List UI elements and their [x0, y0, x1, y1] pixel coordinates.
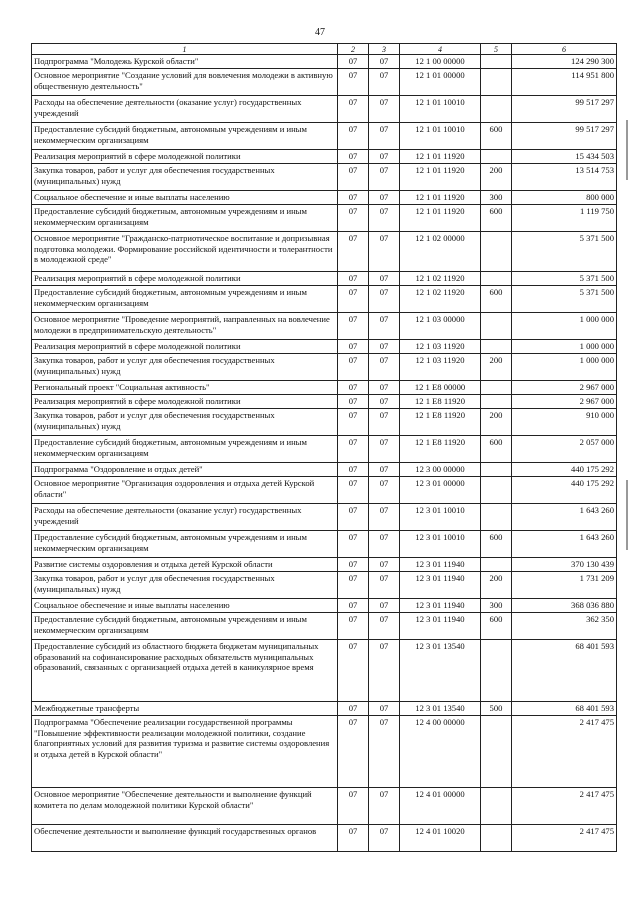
row-target-code: 12 1 01 11920 — [400, 150, 481, 164]
row-expense-type: 200 — [481, 354, 512, 381]
row-section: 07 — [338, 572, 369, 599]
row-name: Межбюджетные трансферты — [32, 702, 338, 716]
row-expense-type: 500 — [481, 702, 512, 716]
row-amount: 124 290 300 — [512, 55, 617, 69]
row-name: Реализация мероприятий в сфере молодежной политики — [32, 272, 338, 286]
row-subsection: 07 — [369, 123, 400, 150]
row-amount: 5 371 500 — [512, 286, 617, 313]
table-row — [32, 123, 617, 150]
row-target-code: 12 1 01 11920 — [400, 205, 481, 232]
row-section: 07 — [338, 395, 369, 409]
row-target-code: 12 4 01 10020 — [400, 825, 481, 852]
table-row — [32, 395, 617, 409]
row-name: Региональный проект "Социальная активность" — [32, 381, 338, 395]
row-target-code: 12 1 02 11920 — [400, 272, 481, 286]
row-name: Закупка товаров, работ и услуг для обеспечения государственных (муниципальных) нужд — [32, 409, 338, 436]
row-target-code: 12 3 01 00000 — [400, 477, 481, 504]
table-row — [32, 191, 617, 205]
row-target-code: 12 1 02 00000 — [400, 232, 481, 272]
row-subsection: 07 — [369, 463, 400, 477]
row-target-code: 12 1 02 11920 — [400, 286, 481, 313]
row-subsection: 07 — [369, 272, 400, 286]
row-section: 07 — [338, 825, 369, 852]
row-amount: 114 951 800 — [512, 69, 617, 96]
row-target-code: 12 1 E8 00000 — [400, 381, 481, 395]
row-amount: 1 000 000 — [512, 313, 617, 340]
row-amount: 1 643 260 — [512, 504, 617, 531]
table-row — [32, 825, 617, 852]
table-row — [32, 340, 617, 354]
row-target-code: 12 3 01 11940 — [400, 558, 481, 572]
row-expense-type: 200 — [481, 409, 512, 436]
row-name: Основное мероприятие "Организация оздоровления и отдыха детей Курской области" — [32, 477, 338, 504]
table-row — [32, 572, 617, 599]
row-expense-type: 600 — [481, 531, 512, 558]
table-row — [32, 272, 617, 286]
row-target-code: 12 1 E8 11920 — [400, 409, 481, 436]
scan-margin-mark — [626, 480, 628, 550]
row-name: Закупка товаров, работ и услуг для обеспечения государственных (муниципальных) нужд — [32, 572, 338, 599]
row-target-code: 12 3 01 10010 — [400, 504, 481, 531]
row-section: 07 — [338, 55, 369, 69]
table-row — [32, 716, 617, 788]
row-subsection: 07 — [369, 716, 400, 788]
row-subsection: 07 — [369, 409, 400, 436]
row-target-code: 12 3 01 11940 — [400, 599, 481, 613]
row-target-code: 12 1 01 10010 — [400, 96, 481, 123]
table-row — [32, 55, 617, 69]
row-expense-type — [481, 150, 512, 164]
row-name: Предоставление субсидий бюджетным, автономным учреждениям и иным некоммерческим организациям — [32, 286, 338, 313]
row-target-code: 12 1 01 00000 — [400, 69, 481, 96]
row-subsection: 07 — [369, 395, 400, 409]
row-section: 07 — [338, 150, 369, 164]
row-expense-type — [481, 232, 512, 272]
table-row — [32, 477, 617, 504]
page-number: 47 — [315, 27, 325, 38]
table-row — [32, 232, 617, 272]
table-row — [32, 504, 617, 531]
row-expense-type — [481, 788, 512, 825]
row-section: 07 — [338, 504, 369, 531]
table-row — [32, 96, 617, 123]
row-name: Реализация мероприятий в сфере молодежной политики — [32, 340, 338, 354]
row-name: Расходы на обеспечение деятельности (оказание услуг) государственных учреждений — [32, 96, 338, 123]
row-subsection: 07 — [369, 150, 400, 164]
row-expense-type — [481, 55, 512, 69]
table-row — [32, 558, 617, 572]
row-subsection: 07 — [369, 381, 400, 395]
row-amount: 5 371 500 — [512, 232, 617, 272]
row-amount: 368 036 880 — [512, 599, 617, 613]
table-row — [32, 613, 617, 640]
row-amount: 99 517 297 — [512, 96, 617, 123]
row-name: Основное мероприятие "Проведение мероприятий, направленных на вовлечение молодежи в предпринимательскую деятельность" — [32, 313, 338, 340]
row-section: 07 — [338, 191, 369, 205]
row-subsection: 07 — [369, 205, 400, 232]
table-row — [32, 702, 617, 716]
row-name: Предоставление субсидий бюджетным, автономным учреждениям и иным некоммерческим организациям — [32, 436, 338, 463]
row-amount: 68 401 593 — [512, 702, 617, 716]
row-subsection: 07 — [369, 599, 400, 613]
column-number-row — [32, 44, 617, 55]
row-target-code: 12 3 00 00000 — [400, 463, 481, 477]
row-expense-type — [481, 825, 512, 852]
row-amount: 2 967 000 — [512, 381, 617, 395]
row-expense-type: 300 — [481, 191, 512, 205]
row-amount: 68 401 593 — [512, 640, 617, 702]
table-row — [32, 531, 617, 558]
table-row — [32, 463, 617, 477]
column-header: 6 — [512, 44, 617, 55]
column-header: 1 — [32, 44, 338, 55]
table-row — [32, 286, 617, 313]
row-amount: 2 417 475 — [512, 825, 617, 852]
row-name: Развитие системы оздоровления и отдыха детей Курской области — [32, 558, 338, 572]
row-section: 07 — [338, 96, 369, 123]
row-amount: 1 119 750 — [512, 205, 617, 232]
row-section: 07 — [338, 702, 369, 716]
table-row — [32, 409, 617, 436]
row-amount: 1 643 260 — [512, 531, 617, 558]
row-section: 07 — [338, 436, 369, 463]
row-target-code: 12 1 E8 11920 — [400, 436, 481, 463]
row-name: Подпрограмма "Обеспечение реализации государственной программы "Повышение эффективности реализации молодежной политики, создание благоприятных условий для развития туризма и развитие системы оздоровления и отдыха детей в Курской области" — [32, 716, 338, 788]
row-expense-type — [481, 381, 512, 395]
row-expense-type: 300 — [481, 599, 512, 613]
row-subsection: 07 — [369, 232, 400, 272]
row-amount: 800 000 — [512, 191, 617, 205]
row-name: Основное мероприятие "Обеспечение деятельности и выполнение функций комитета по делам молодежной политики Курской области" — [32, 788, 338, 825]
row-target-code: 12 3 01 10010 — [400, 531, 481, 558]
row-name: Реализация мероприятий в сфере молодежной политики — [32, 395, 338, 409]
row-amount: 2 417 475 — [512, 716, 617, 788]
row-subsection: 07 — [369, 55, 400, 69]
row-amount: 440 175 292 — [512, 463, 617, 477]
row-subsection: 07 — [369, 164, 400, 191]
row-amount: 2 417 475 — [512, 788, 617, 825]
row-amount: 440 175 292 — [512, 477, 617, 504]
row-section: 07 — [338, 613, 369, 640]
column-header: 3 — [369, 44, 400, 55]
row-subsection: 07 — [369, 477, 400, 504]
row-subsection: 07 — [369, 96, 400, 123]
table-row — [32, 354, 617, 381]
row-subsection: 07 — [369, 191, 400, 205]
row-target-code: 12 1 03 11920 — [400, 354, 481, 381]
row-expense-type — [481, 395, 512, 409]
table-row — [32, 164, 617, 191]
table-row — [32, 640, 617, 702]
row-name: Основное мероприятие "Создание условий для вовлечения молодежи в активную общественную деятельность" — [32, 69, 338, 96]
row-section: 07 — [338, 599, 369, 613]
row-section: 07 — [338, 409, 369, 436]
row-amount: 1 000 000 — [512, 354, 617, 381]
table-row — [32, 436, 617, 463]
row-name: Предоставление субсидий бюджетным, автономным учреждениям и иным некоммерческим организациям — [32, 531, 338, 558]
row-expense-type — [481, 640, 512, 702]
row-section: 07 — [338, 640, 369, 702]
row-section: 07 — [338, 531, 369, 558]
row-subsection: 07 — [369, 788, 400, 825]
row-amount: 15 434 503 — [512, 150, 617, 164]
column-header: 5 — [481, 44, 512, 55]
row-section: 07 — [338, 558, 369, 572]
row-target-code: 12 4 00 00000 — [400, 716, 481, 788]
row-target-code: 12 1 03 11920 — [400, 340, 481, 354]
column-header: 4 — [400, 44, 481, 55]
row-amount: 5 371 500 — [512, 272, 617, 286]
row-name: Предоставление субсидий бюджетным, автономным учреждениям и иным некоммерческим организациям — [32, 613, 338, 640]
row-section: 07 — [338, 123, 369, 150]
row-expense-type: 600 — [481, 436, 512, 463]
row-subsection: 07 — [369, 640, 400, 702]
row-subsection: 07 — [369, 354, 400, 381]
row-target-code: 12 3 01 11940 — [400, 613, 481, 640]
row-target-code: 12 3 01 13540 — [400, 702, 481, 716]
row-subsection: 07 — [369, 340, 400, 354]
row-section: 07 — [338, 788, 369, 825]
row-name: Обеспечение деятельности и выполнение функций государственных органов — [32, 825, 338, 852]
row-subsection: 07 — [369, 531, 400, 558]
row-section: 07 — [338, 164, 369, 191]
row-subsection: 07 — [369, 825, 400, 852]
row-name: Закупка товаров, работ и услуг для обеспечения государственных (муниципальных) нужд — [32, 354, 338, 381]
row-subsection: 07 — [369, 69, 400, 96]
row-expense-type — [481, 716, 512, 788]
row-target-code: 12 3 01 13540 — [400, 640, 481, 702]
row-expense-type — [481, 69, 512, 96]
row-expense-type: 200 — [481, 164, 512, 191]
row-target-code: 12 1 01 11920 — [400, 164, 481, 191]
row-amount: 99 517 297 — [512, 123, 617, 150]
row-name: Основное мероприятие "Гражданско-патриотическое воспитание и допризывная подготовка молодежи. Формирование российской идентичности и толерантности в молодежной среде" — [32, 232, 338, 272]
row-expense-type: 600 — [481, 123, 512, 150]
row-amount: 1 000 000 — [512, 340, 617, 354]
row-expense-type — [481, 504, 512, 531]
table-row — [32, 381, 617, 395]
row-expense-type — [481, 313, 512, 340]
row-amount: 362 350 — [512, 613, 617, 640]
row-expense-type: 600 — [481, 205, 512, 232]
row-subsection: 07 — [369, 572, 400, 599]
row-section: 07 — [338, 381, 369, 395]
row-expense-type — [481, 340, 512, 354]
row-subsection: 07 — [369, 313, 400, 340]
row-subsection: 07 — [369, 558, 400, 572]
row-name: Расходы на обеспечение деятельности (оказание услуг) государственных учреждений — [32, 504, 338, 531]
row-amount: 2 967 000 — [512, 395, 617, 409]
row-subsection: 07 — [369, 613, 400, 640]
row-section: 07 — [338, 354, 369, 381]
row-name: Подпрограмма "Оздоровление и отдых детей" — [32, 463, 338, 477]
row-name: Подпрограмма "Молодежь Курской области" — [32, 55, 338, 69]
row-subsection: 07 — [369, 504, 400, 531]
row-amount: 2 057 000 — [512, 436, 617, 463]
row-expense-type — [481, 272, 512, 286]
row-target-code: 12 3 01 11940 — [400, 572, 481, 599]
table-row — [32, 69, 617, 96]
row-section: 07 — [338, 477, 369, 504]
row-section: 07 — [338, 69, 369, 96]
table-row — [32, 599, 617, 613]
row-expense-type: 600 — [481, 286, 512, 313]
row-target-code: 12 1 00 00000 — [400, 55, 481, 69]
budget-table — [31, 43, 617, 852]
row-target-code: 12 1 01 10010 — [400, 123, 481, 150]
row-section: 07 — [338, 286, 369, 313]
row-target-code: 12 1 03 00000 — [400, 313, 481, 340]
scan-margin-mark — [626, 120, 628, 180]
row-expense-type — [481, 477, 512, 504]
row-section: 07 — [338, 205, 369, 232]
row-section: 07 — [338, 463, 369, 477]
row-amount: 910 000 — [512, 409, 617, 436]
row-name: Предоставление субсидий из областного бюджета бюджетам муниципальных образований на софинансирование расходных обязательств муниципальных образований, связанных с организацией отдыха детей в каникулярное время — [32, 640, 338, 702]
row-expense-type — [481, 96, 512, 123]
row-subsection: 07 — [369, 702, 400, 716]
row-section: 07 — [338, 272, 369, 286]
row-name: Реализация мероприятий в сфере молодежной политики — [32, 150, 338, 164]
row-subsection: 07 — [369, 286, 400, 313]
row-amount: 1 731 209 — [512, 572, 617, 599]
row-target-code: 12 1 E8 11920 — [400, 395, 481, 409]
row-name: Предоставление субсидий бюджетным, автономным учреждениям и иным некоммерческим организациям — [32, 205, 338, 232]
table-row — [32, 788, 617, 825]
row-expense-type: 200 — [481, 572, 512, 599]
row-name: Социальное обеспечение и иные выплаты населению — [32, 599, 338, 613]
row-name: Закупка товаров, работ и услуг для обеспечения государственных (муниципальных) нужд — [32, 164, 338, 191]
row-amount: 370 130 439 — [512, 558, 617, 572]
row-section: 07 — [338, 232, 369, 272]
row-expense-type — [481, 463, 512, 477]
row-section: 07 — [338, 716, 369, 788]
table-row — [32, 313, 617, 340]
row-name: Предоставление субсидий бюджетным, автономным учреждениям и иным некоммерческим организациям — [32, 123, 338, 150]
row-target-code: 12 1 01 11920 — [400, 191, 481, 205]
table-row — [32, 205, 617, 232]
row-subsection: 07 — [369, 436, 400, 463]
row-section: 07 — [338, 313, 369, 340]
row-expense-type: 600 — [481, 613, 512, 640]
row-amount: 13 514 753 — [512, 164, 617, 191]
column-header: 2 — [338, 44, 369, 55]
row-section: 07 — [338, 340, 369, 354]
table-row — [32, 150, 617, 164]
row-expense-type — [481, 558, 512, 572]
row-name: Социальное обеспечение и иные выплаты населению — [32, 191, 338, 205]
row-target-code: 12 4 01 00000 — [400, 788, 481, 825]
